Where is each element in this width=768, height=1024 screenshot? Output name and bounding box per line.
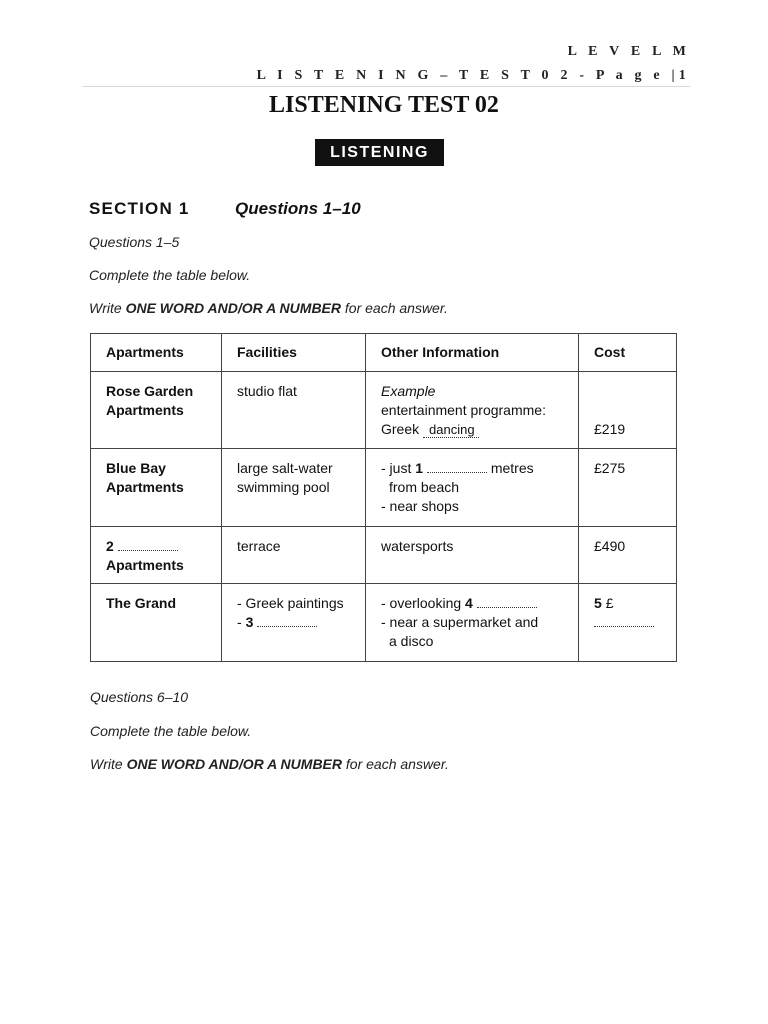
example-answer: dancing [423,422,479,438]
section-label: SECTION 1 [89,199,190,218]
cost-cell: £275 [579,449,677,527]
apartment-cell: The Grand [91,584,222,662]
apartment-cell: 2 Apartments [91,526,222,584]
cost-cell: 5 £ [579,584,677,662]
listening-banner: LISTENING [315,139,444,166]
part2-write-rule: Write ONE WORD AND/OR A NUMBER for each answer. [90,756,449,772]
info-cell: Example entertainment programme: Greek dancing [366,371,579,449]
part1-write-rule: Write ONE WORD AND/OR A NUMBER for each answer. [89,300,448,316]
header-other-information: Other Information [366,334,579,372]
part1-questions: Questions 1–5 [89,234,180,250]
cost-cell: £490 [579,526,677,584]
answer-blank-5[interactable] [594,616,654,627]
part2-instruction: Complete the table below. [90,723,252,739]
part1-instruction: Complete the table below. [89,267,251,283]
apartment-cell: Blue Bay Apartments [91,449,222,527]
header-divider [82,86,690,87]
table-row [91,584,677,662]
header-page-line: L I S T E N I N G – T E S T 0 2 - P a g e |1 [256,68,690,83]
header-cost: Cost [579,334,677,372]
section-questions: Questions 1–10 [235,199,361,218]
table-row [91,371,677,449]
header-facilities: Facilities [222,334,366,372]
answer-blank-2[interactable] [118,540,178,551]
answer-blank-1[interactable] [427,462,487,473]
page-title: LISTENING TEST 02 [269,92,499,118]
info-cell: watersports [366,526,579,584]
answer-blank-3[interactable] [257,616,317,627]
header-level: L E V E L M [567,44,690,59]
info-cell: - overlooking 4 - near a supermarket and a disco [366,584,579,662]
facility-cell: large salt-water swimming pool [222,449,366,527]
facility-cell: - Greek paintings - 3 [222,584,366,662]
header-apartments: Apartments [91,334,222,372]
info-cell: - just 1 metres from beach - near shops [366,449,579,527]
part2-questions: Questions 6–10 [90,689,189,705]
table-header-row [91,334,677,372]
facility-cell: terrace [222,526,366,584]
apartments-table [90,333,677,662]
answer-blank-4[interactable] [477,597,537,608]
table-row [91,526,677,584]
cost-cell: £219 [579,371,677,449]
facility-cell: studio flat [222,371,366,449]
table-row [91,449,677,527]
apartment-cell: Rose Garden Apartments [91,371,222,449]
